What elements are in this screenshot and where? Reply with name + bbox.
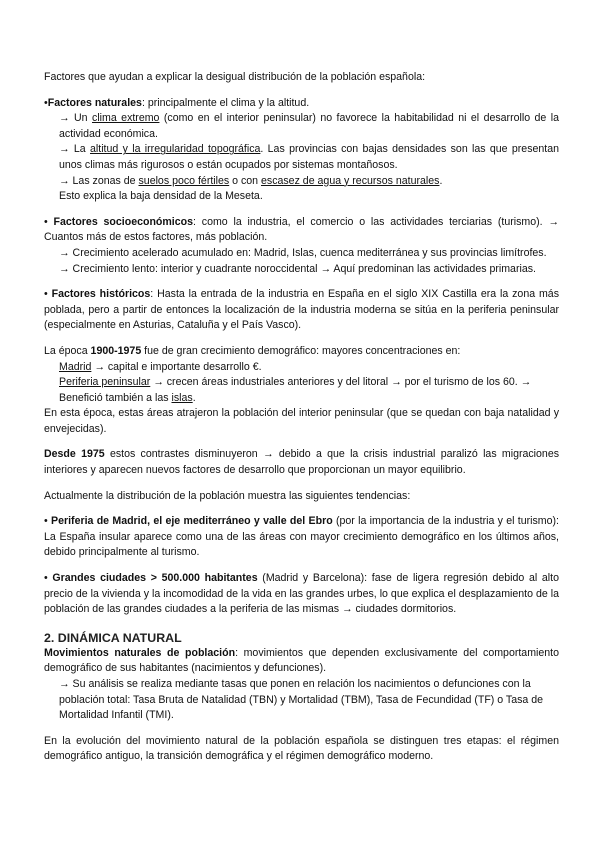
factores-naturales-text: : principalmente el clima y la altitud. <box>141 96 310 109</box>
periferia-text: → crecen áreas industriales anteriores y del litoral → por el turismo de los 60. → <box>150 376 532 389</box>
crecimiento-acelerado-line: → Crecimiento acelerado acumulado en: Madrid, Islas, cuenca mediterránea y sus provincias limítrofes. <box>59 246 547 259</box>
factores-naturales-title: Factores naturales <box>47 96 142 109</box>
clima-line <box>44 111 559 142</box>
grandes-ciudades-paragraph <box>44 571 559 618</box>
escasez-term: escasez de agua y recursos naturales <box>261 174 440 187</box>
epoca-section <box>44 344 559 438</box>
arrow-text: → Las zonas de <box>59 174 139 187</box>
factores-historicos-paragraph <box>44 287 559 334</box>
altitud-text: . Las provincias con bajas densidades son las que presentan unos climas más rigurosos o están ocupados por sistemas montañosos. <box>59 143 559 171</box>
desde-1975-paragraph <box>44 447 559 478</box>
factores-socioeconomicos-title: Factores socioeconómicos <box>53 215 194 228</box>
madrid-line <box>44 360 559 376</box>
movimientos-paragraph <box>44 646 559 677</box>
factores-socioeconomicos-heading <box>44 215 559 246</box>
grandes-ciudades-text: (Madrid y Barcelona): fase de ligera regresión debido al alto precio de la vivienda y la incomodidad de la vida en las grandes urbes, lo que explica el desplazamiento de la población de las grandes ciudades a la periferia de las mismas → ciudades dormitorios. <box>44 572 559 616</box>
bullet: • <box>44 288 48 301</box>
desde-1975-text: estos contrastes disminuyeron → debido a que la crisis industrial paralizó las migraciones interiores y aparecen nuevos factores de desarrollo que proporcionan un mayor equilibrio. <box>44 448 560 477</box>
factores-socioeconomicos-text: : como la industria, el comercio o las actividades terciarias (turismo). → Cuantos más de estos factores, más población. <box>44 215 559 244</box>
periferia-madrid-text: (por la importancia de la industria y el turismo): La España insular aparece como una de las áreas con mayor crecimiento demográfico en los últimos años, debido principalmente al turismo. <box>44 515 559 559</box>
epoca-years: 1900-1975 <box>90 344 142 357</box>
period-text: . <box>439 174 443 187</box>
periferia-madrid-section <box>44 514 559 561</box>
desde-1975-section <box>44 447 559 478</box>
factores-historicos-text: : Hasta la entrada de la industria en España en el siglo XIX Castilla era la zona más poblada, pero a partir de entonces la localización de la industria moderna se sitúa en la periferia peninsular (especialmente en Asturias, Cataluña y el País Vasco). <box>44 288 559 332</box>
evolucion-paragraph: En la evolución del movimiento natural de la población española se distinguen tres etapas: el régimen demográfico antiguo, la transición demográfica y el régimen demográfico moderno. <box>44 734 559 763</box>
madrid-term: Madrid <box>59 360 92 373</box>
periferia-madrid-paragraph <box>44 514 559 561</box>
grandes-ciudades-section <box>44 571 559 618</box>
clima-extremo-term: clima extremo <box>92 112 160 125</box>
factores-historicos-section <box>44 287 559 334</box>
arrow-text: → La <box>59 143 91 156</box>
altitud-line <box>44 142 559 173</box>
bullet: • <box>44 515 48 528</box>
bullet: • <box>44 96 48 109</box>
bullet: • <box>44 215 48 228</box>
grandes-ciudades-title: Grandes ciudades > 500.000 habitantes <box>52 572 258 585</box>
intro-paragraph: Factores que ayudan a explicar la desigual distribución de la población española: <box>44 71 426 83</box>
movimientos-text: : movimientos que dependen exclusivamente del comportamiento demográfico de sus habitantes (nacimientos y defunciones). <box>44 646 559 675</box>
periferia-line <box>44 375 559 391</box>
epoca-final: En esta época, estas áreas atrajeron la población del interior peninsular (que se quedan con baja natalidad y envejecidas). <box>44 407 559 435</box>
actualmente-paragraph: Actualmente la distribución de la población muestra las siguientes tendencias: <box>44 489 411 502</box>
islas-term: islas <box>171 391 193 404</box>
epoca-text: La época <box>44 344 91 357</box>
crecimiento-lento-line: → Crecimiento lento: interior y cuadrante noroccidental → Aquí predominan las actividades primarias. <box>59 262 536 275</box>
period-text: . <box>192 391 196 404</box>
altitud-term: altitud y la irregularidad topográfica <box>90 143 261 156</box>
bullet: • <box>44 572 48 585</box>
section-2-heading: 2. DINÁMICA NATURAL <box>44 630 182 645</box>
periferia-madrid-title: Periferia de Madrid, el eje mediterráneo y valle del Ebro <box>51 515 333 528</box>
factores-historicos-title: Factores históricos <box>51 288 151 301</box>
epoca-text: fue de gran crecimiento demográfico: mayores concentraciones en: <box>141 344 461 357</box>
arrow-text: → Un <box>59 112 93 125</box>
madrid-text: → capital e importante desarrollo €. <box>91 360 262 373</box>
meseta-line: Esto explica la baja densidad de la Meseta. <box>59 190 263 203</box>
suelos-term: suelos poco fértiles <box>138 174 230 187</box>
clima-text: (como en el interior peninsular) no favorece la habitabilidad ni el desarrollo de la actividad económica. <box>59 112 559 140</box>
document-page <box>44 70 559 765</box>
desde-1975-title: Desde 1975 <box>44 448 105 461</box>
movimientos-title: Movimientos naturales de población <box>44 646 236 659</box>
factores-naturales-heading <box>44 96 559 112</box>
factores-socioeconomicos-section <box>44 215 559 277</box>
suelos-line <box>44 174 559 190</box>
benefit-text: Benefició también a las <box>59 391 172 404</box>
connector-text: o con <box>229 174 261 187</box>
analisis-line: → Su análisis se realiza mediante tasas que ponen en relación los nacimientos o defunciones con la población total: Tasa Bruta de Natalidad (TBN) y Mortalidad (TBM), Tasa de Fecundidad (TF) o Tasa de Mortalidad Infantil (TMI). <box>59 678 544 722</box>
epoca-intro <box>44 344 559 360</box>
islas-line <box>44 391 559 407</box>
factores-naturales-section <box>44 96 559 205</box>
periferia-term: Periferia peninsular <box>59 376 151 389</box>
